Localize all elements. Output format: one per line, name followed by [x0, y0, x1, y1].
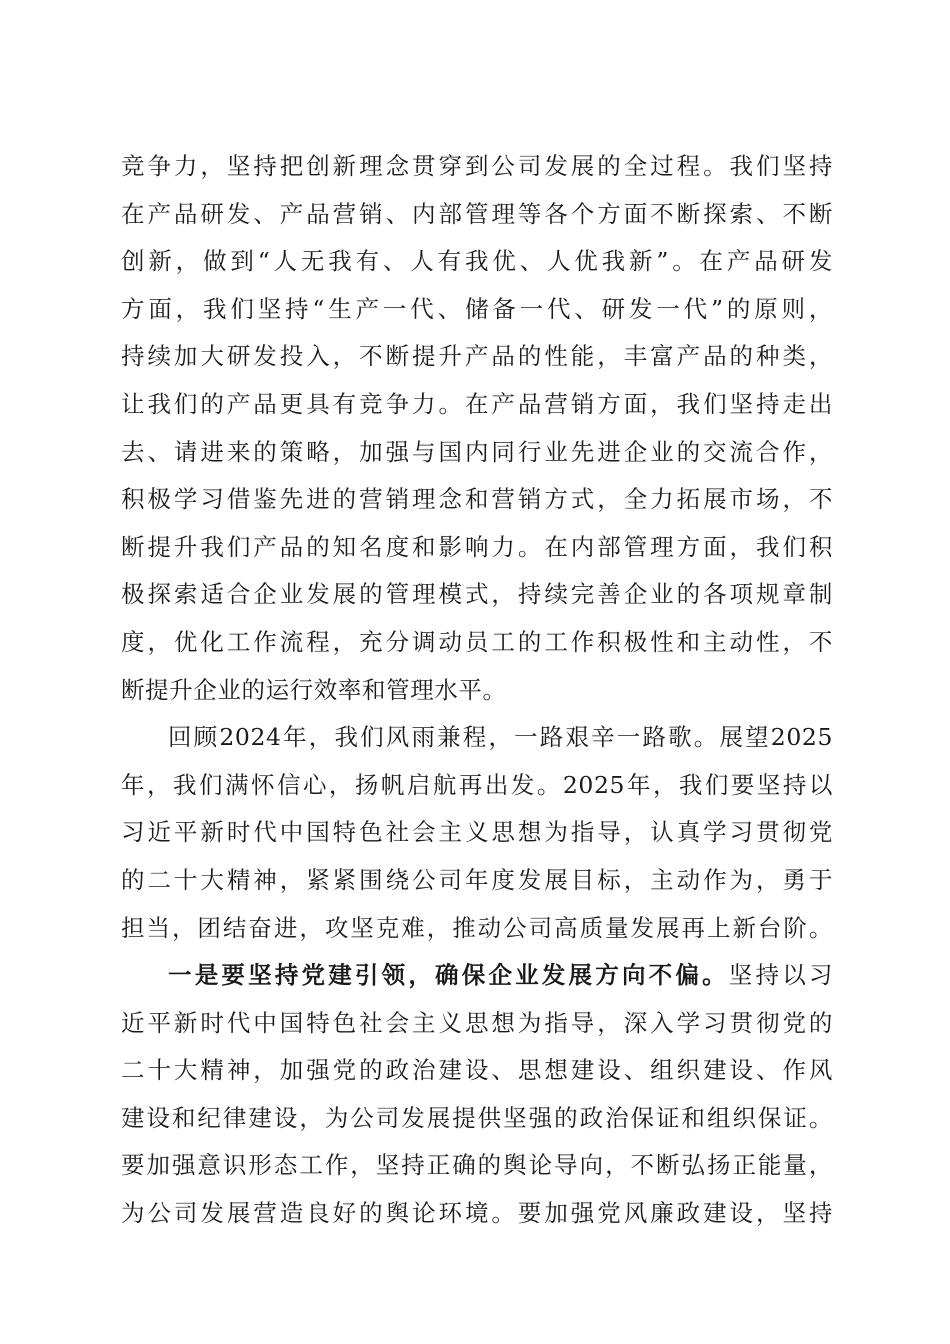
point-one-rest: 坚持以习 [728, 961, 833, 990]
text-line: 习近平新时代中国特色社会主义思想为指导，认真学习贯彻党 [121, 818, 833, 847]
body-text [121, 143, 833, 1238]
text-line: 的二十大精神，紧紧围绕公司年度发展目标，主动作为，勇于 [121, 865, 833, 894]
text-line: 为公司发展营造良好的舆论环境。要加强党风廉政建设，坚持 [121, 1199, 833, 1228]
paragraph-start-line: 回顾2024年，我们风雨兼程，一路艰辛一路歌。展望2025 [168, 723, 833, 752]
text-line: 断提升我们产品的知名度和影响力。在内部管理方面，我们积 [121, 532, 833, 561]
point-one-line [121, 952, 833, 1000]
text-line: 近平新时代中国特色社会主义思想为指导，深入学习贯彻党的 [121, 1008, 833, 1037]
text-line: 方面，我们坚持“生产一代、储备一代、研发一代”的原则， [121, 294, 833, 323]
text-line: 度，优化工作流程，充分调动员工的工作积极性和主动性，不 [121, 627, 833, 656]
text-line: 担当，团结奋进，攻坚克难，推动公司高质量发展再上新台阶。 [121, 913, 833, 942]
text-line: 让我们的产品更具有竞争力。在产品营销方面，我们坚持走出 [121, 389, 833, 418]
text-line: 二十大精神，加强党的政治建设、思想建设、组织建设、作风 [121, 1056, 833, 1085]
text-line: 创新，做到“人无我有、人有我优、人优我新”。在产品研发 [121, 247, 833, 276]
text-line: 建设和纪律建设，为公司发展提供坚强的政治保证和组织保证。 [121, 1103, 833, 1132]
text-line: 要加强意识形态工作，坚持正确的舆论导向，不断弘扬正能量， [121, 1151, 833, 1180]
text-line: 在产品研发、产品营销、内部管理等各个方面不断探索、不断 [121, 199, 833, 228]
text-line: 竞争力，坚持把创新理念贯穿到公司发展的全过程。我们坚持 [121, 152, 833, 180]
point-one-heading: 一是要坚持党建引领，确保企业发展方向不偏。 [168, 961, 729, 990]
text-line: 去、请进来的策略，加强与国内同行业先进企业的交流合作， [121, 437, 833, 466]
text-line: 持续加大研发投入，不断提升产品的性能，丰富产品的种类， [121, 342, 833, 371]
text-line: 断提升企业的运行效率和管理水平。 [121, 675, 507, 704]
text-line: 年，我们满怀信心，扬帆启航再出发。2025年，我们要坚持以 [121, 770, 833, 799]
text-line: 极探索适合企业发展的管理模式，持续完善企业的各项规章制 [121, 580, 833, 609]
text-line: 积极学习借鉴先进的营销理念和营销方式，全力拓展市场，不 [121, 485, 833, 514]
